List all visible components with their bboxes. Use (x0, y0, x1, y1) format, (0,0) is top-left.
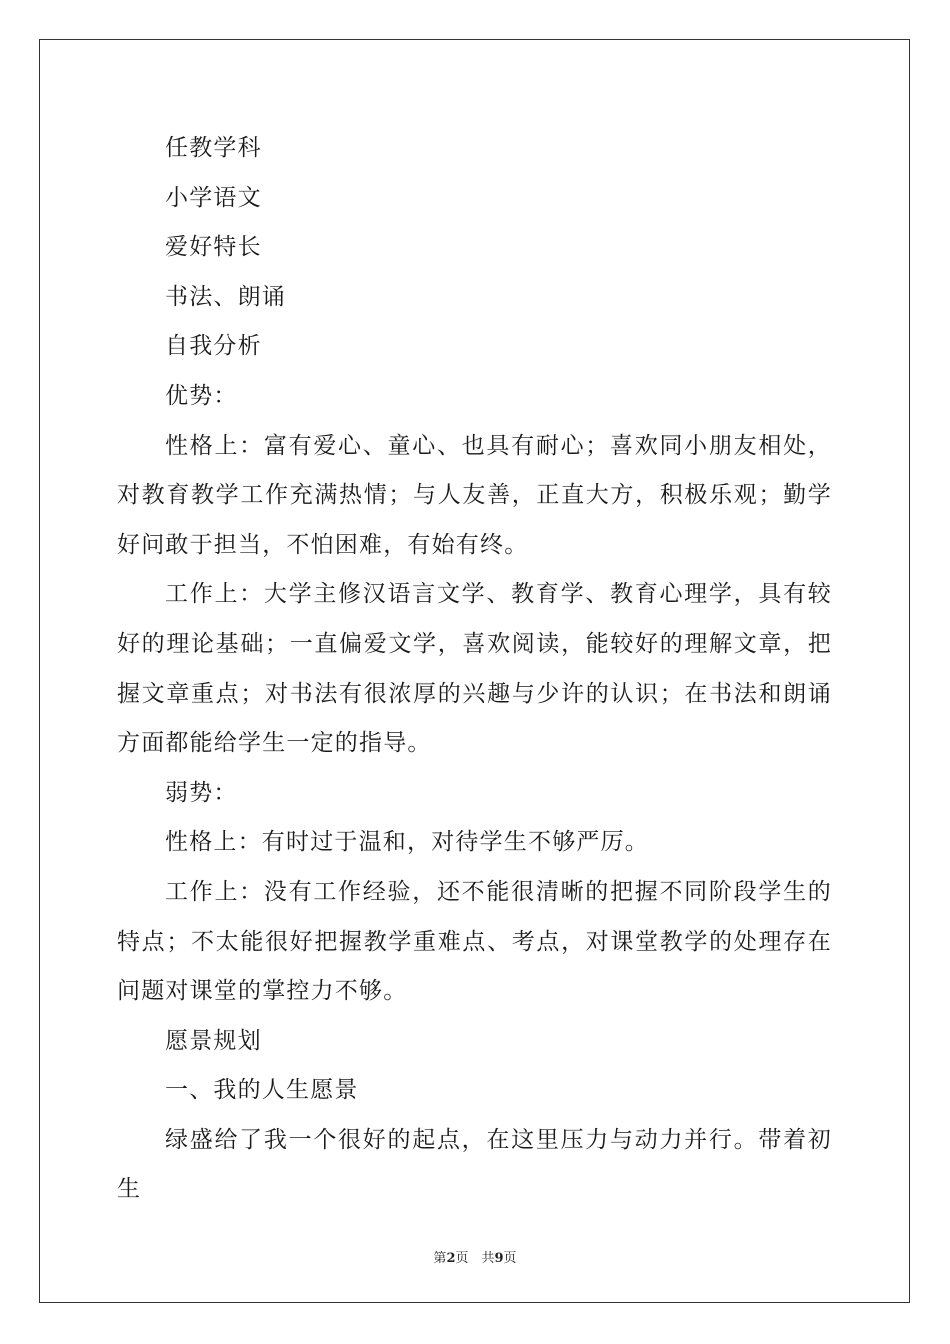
paragraph: 小学语文 (165, 184, 262, 211)
footer-prefix: 第 (433, 1251, 447, 1266)
current-page-number: 2 (446, 1251, 456, 1266)
paragraph: 爱好特长 (165, 234, 262, 261)
paragraph: 性格上：富有爱心、童心、也具有耐心；喜欢同小朋友相处，对教育教学工作充满热情；与人友善，正直大方，积极乐观；勤学好问敢于担当，不怕困难，有始有终。 (117, 432, 832, 558)
paragraph: 一、我的人生愿景 (165, 1077, 359, 1104)
paragraph: 绿盛给了我一个很好的起点，在这里压力与动力并行。带着初生 (117, 1126, 832, 1203)
paragraph: 自我分析 (165, 333, 262, 360)
footer-suffix: 页 (503, 1251, 517, 1266)
paragraph: 任教学科 (165, 135, 262, 161)
page-footer (0, 1247, 950, 1266)
document-body (117, 124, 832, 1215)
total-page-number: 9 (494, 1251, 504, 1266)
paragraph: 性格上：有时过于温和，对待学生不够严厉。 (165, 829, 649, 856)
footer-mid: 页 共 (455, 1251, 495, 1266)
paragraph: 工作上：大学主修汉语言文学、教育学、教育心理学，具有较好的理论基础；一直偏爱文学，喜欢阅读，能较好的理解文章，把握文章重点；对书法有很浓厚的兴趣与少许的认识；在书法和朗诵方面都能给学生一定的指导。 (117, 581, 832, 757)
paragraph: 愿景规划 (165, 1027, 262, 1054)
paragraph: 优势： (165, 382, 238, 409)
paragraph: 书法、朗诵 (165, 283, 286, 310)
paragraph: 弱势： (165, 779, 238, 806)
paragraph: 工作上：没有工作经验，还不能很清晰的把握不同阶段学生的特点；不太能很好把握教学重难点、考点，对课堂教学的处理存在问题对课堂的掌控力不够。 (117, 878, 832, 1005)
